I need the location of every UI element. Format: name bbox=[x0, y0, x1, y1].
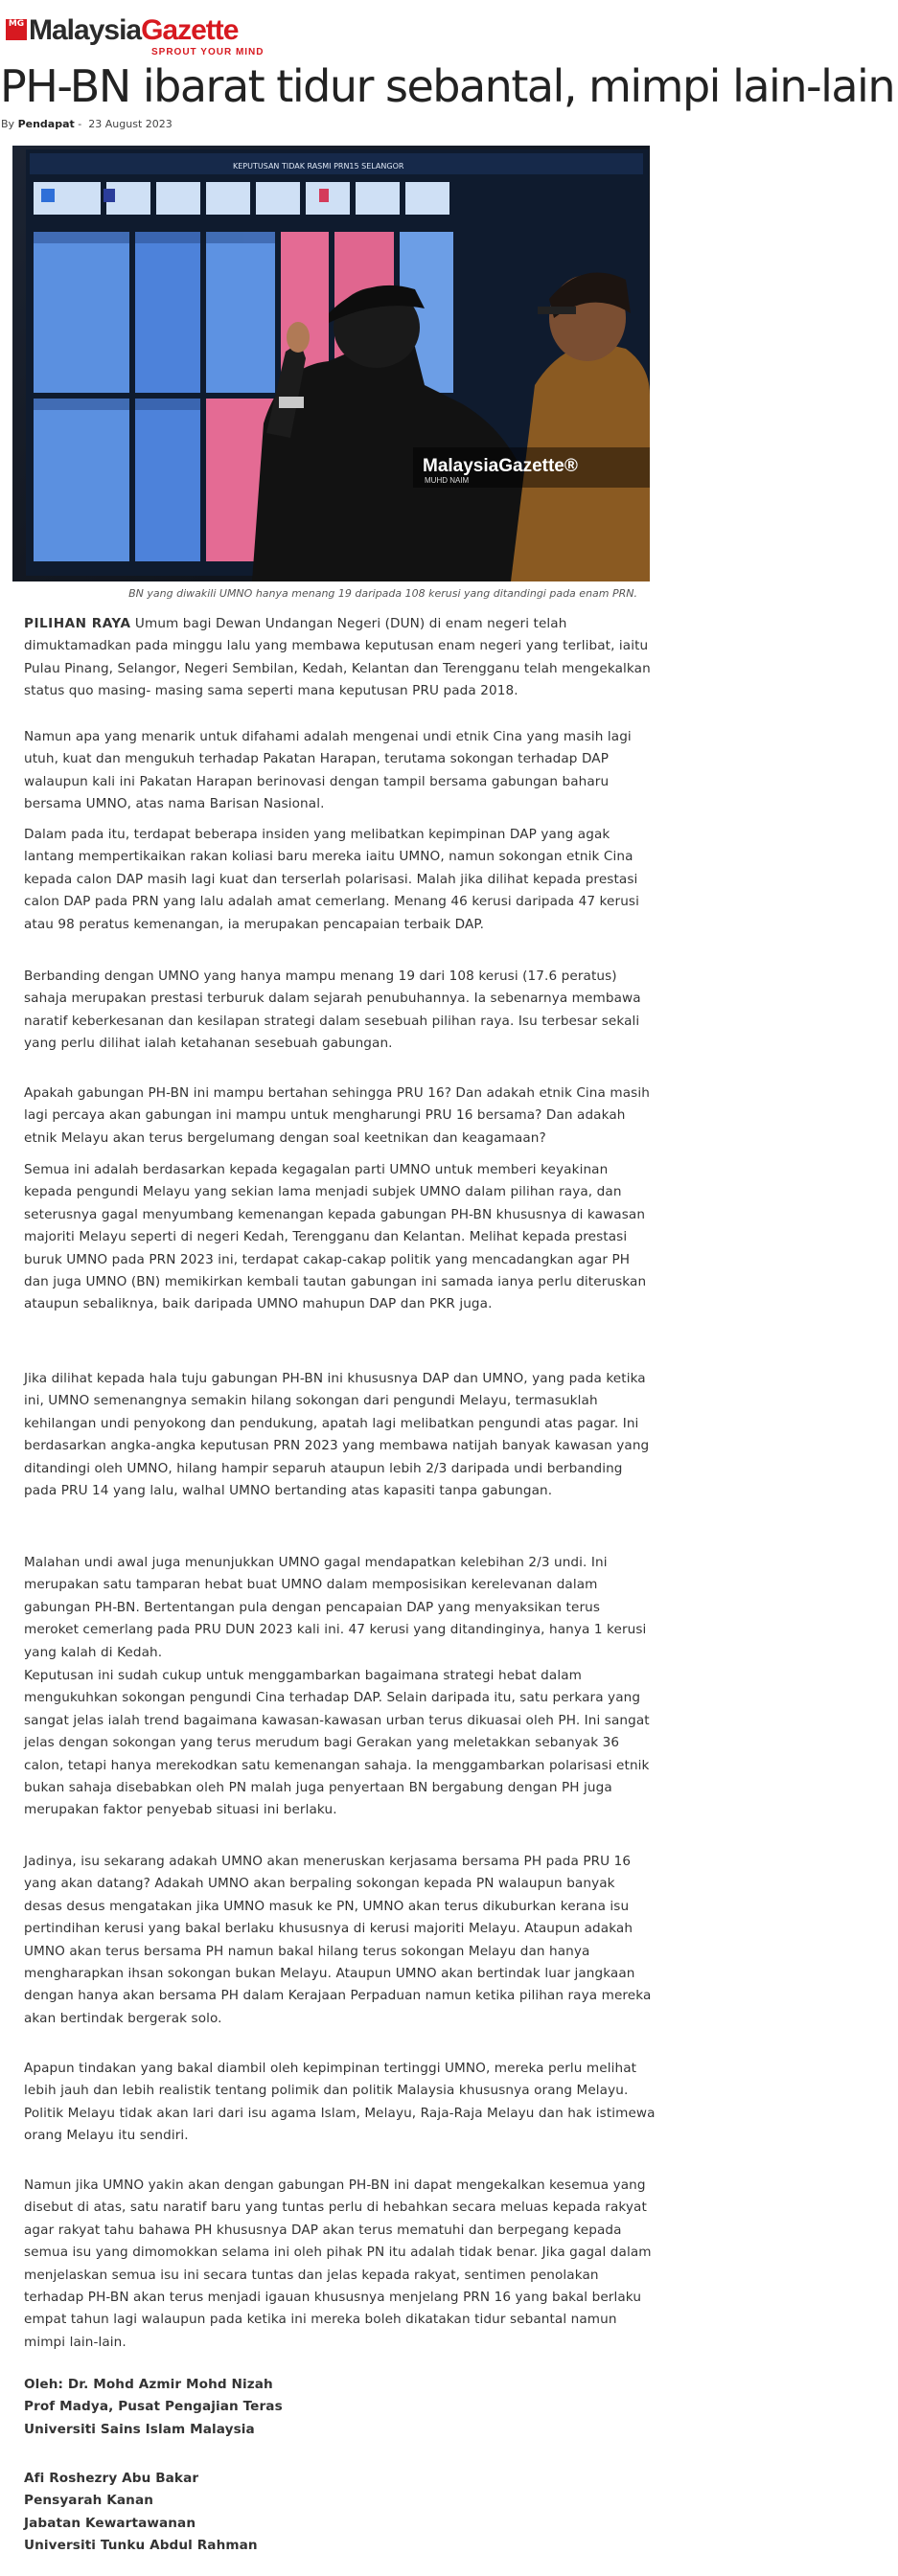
logo-wordmark: MalaysiaGazette bbox=[29, 14, 239, 46]
signature-2-line-2: Pensyarah Kanan bbox=[24, 2493, 154, 2509]
paragraph-3: Dalam pada itu, terdapat beberapa insiden yang melibatkan kepimpinan DAP yang agak lantang mempertikaikan rakan koliasi baru mereka iaitu UMNO, namun sokongan etnik Cina kepada calon DAP masih lagi kuat dan terserlah polarisasi. Malah jika dilihat kepada prestasi calon DAP pada PRN yang lalu adalah amat cemerlang. Menang 46 kerusi daripada 47 kerusi atau 98 peratus kemenangan, ia merupakan pencapaian terbaik DAP. bbox=[24, 827, 639, 932]
watermark-credit: MUHD NAIM bbox=[425, 476, 470, 485]
signature-1-line-1: Oleh: Dr. Mohd Azmir Mohd Nizah bbox=[24, 2377, 273, 2392]
publish-date: 23 August 2023 bbox=[88, 118, 173, 130]
paragraph-5: Apakah gabungan PH-BN ini mampu bertahan sehingga PRU 16? Dan adakah etnik Cina masih lagi percaya akan gabungan ini mampu untuk mengharungi PRU 16 bersama? Dan adakah etnik Melayu akan terus bergelumang dengan soal keetnikan dan keagamaan? bbox=[24, 1085, 650, 1146]
paragraph-2: Namun apa yang menarik untuk difahami adalah mengenai undi etnik Cina yang masih lagi utuh, kuat dan mengukuh terhadap Pakatan Harapan, terutama sokongan terhadap DAP walaupun kali ini Pakatan Harapan berinovasi dengan tampil bersama gabungan baharu bersama UMNO, atas nama Barisan Nasional. bbox=[24, 729, 632, 812]
signature-author-2 bbox=[24, 2468, 656, 2558]
site-logo[interactable] bbox=[6, 13, 293, 56]
logo-badge-icon: MG bbox=[6, 19, 27, 40]
image-caption: BN yang diwakili UMNO hanya menang 19 daripada 108 kerusi yang ditandingi pada enam PRN. bbox=[128, 587, 637, 600]
paragraph-7: Jika dilihat kepada hala tuju gabungan PH-BN ini khususnya DAP dan UMNO, yang pada ketika ini, UMNO semenangnya semakin hilang sokongan dari pengundi Melayu, termasuklah kehilangan undi penyokong dan pendukung, apatah lagi melibatkan pengundi atas pagar. Ini berdasarkan angka-angka keputusan PRN 2023 yang membawa natijah banyak kawasan yang ditandingi oleh UMNO, hilang hampir separuh ataupun lebih 2/3 daripada undi berbanding pada PRU 14 yang lalu, walhal UMNO bertanding atas kapasiti tanpa gabungan. bbox=[24, 1371, 650, 1499]
article-meta bbox=[1, 118, 173, 130]
paragraph-10: Jadinya, isu sekarang adakah UMNO akan meneruskan kerjasama bersama PH pada PRU 16 yang akan datang? Adakah UMNO akan berpaling sokongan kepada PN walaupun banyak desas desus mengatakan jika UMNO masuk ke PN, UMNO akan terus dikuburkan kerana isu pertindihan kerusi yang bakal berlaku khususnya di kerusi majoriti Melayu. Ataupun adakah UMNO akan terus bersama PH namun bakal hilang terus sokongan Melayu dan hanya mengharapkan ihsan sokongan bukan Melayu. Ataupun UMNO akan bertindak luar jangkaan dengan hanya akan bersama PH dalam Kerajaan Perpaduan namun ketika pilihan raya mereka akan bertindak bergerak solo. bbox=[24, 1854, 652, 2026]
article-title: PH-BN ibarat tidur sebantal, mimpi lain-lain bbox=[0, 60, 894, 112]
logo-tagline: SPROUT YOUR MIND bbox=[151, 47, 265, 57]
paragraph-4: Berbanding dengan UMNO yang hanya mampu menang 19 dari 108 kerusi (17.6 peratus) sahaja merupakan prestasi terburuk dalam sejarah penubuhannya. Ia sebenarnya membawa naratif keberkesanan dan kesilapan strategi dalam sesebuah pilihan raya. Isu terbesar sekali yang perlu dilihat ialah ketahanan sesebuah gabungan. bbox=[24, 969, 641, 1052]
paragraph-6: Semua ini adalah berdasarkan kepada kegagalan parti UMNO untuk memberi keyakinan kepada pengundi Melayu yang sekian lama menjadi subjek UMNO dalam pilihan raya, dan seterusnya gagal menyumbang kemenangan kepada gabungan PH-BN khususnya di kawasan majoriti Melayu seperti di negeri Kedah, Terengganu dan Kelantan. Melihat kepada prestasi buruk UMNO pada PRN 2023 ini, terdapat cakap-cakap politik yang mencadangkan agar PH dan juga UMNO (BN) memikirkan kembali tautan gabungan ini samada ianya perlu diteruskan ataupun sebaliknya, baik daripada UMNO mahupun DAP dan PKR juga. bbox=[24, 1162, 647, 1312]
author-link[interactable]: Pendapat bbox=[17, 118, 75, 130]
board-title: KEPUTUSAN TIDAK RASMI PRN15 SELANGOR bbox=[233, 162, 404, 171]
paragraph-1-text: Umum bagi Dewan Undangan Negeri (DUN) di enam negeri telah dimuktamadkan pada minggu lalu yang membawa keputusan enam negeri yang terlibat, iaitu Pulau Pinang, Selangor, Negeri Sembilan, Kedah, Kelantan dan Terengganu telah mengekalkan status quo masing- masing sama seperti mana keputusan PRU pada 2018. bbox=[24, 616, 651, 699]
signature-author-1 bbox=[24, 2374, 656, 2441]
paragraph-11: Apapun tindakan yang bakal diambil oleh kepimpinan tertinggi UMNO, mereka perlu melihat lebih jauh dan lebih realistik tentang polimik dan politik Malaysia khususnya orang Melayu. Politik Melayu tidak akan lari dari isu agama Islam, Melayu, Raja-Raja Melayu dan hak istimewa orang Melayu itu sendiri. bbox=[24, 2061, 656, 2144]
paragraph-8: Malahan undi awal juga menunjukkan UMNO gagal mendapatkan kelebihan 2/3 undi. Ini merupakan satu tamparan hebat buat UMNO dalam memposisikan kerelevanan dalam gabungan PH-BN. Bertentangan pula dengan pencapaian DAP yang menyaksikan terus meroket cemerlang pada PRU DUN 2023 kali ini. 47 kerusi yang ditandinginya, hanya 1 kerusi yang kalah di Kedah. bbox=[24, 1555, 647, 1660]
signature-1-line-3: Universiti Sains Islam Malaysia bbox=[24, 2421, 255, 2437]
kicker: PILIHAN RAYA bbox=[24, 616, 131, 631]
paragraph-1 bbox=[24, 613, 656, 703]
featured-image[interactable] bbox=[12, 146, 650, 581]
featured-image-illustration bbox=[12, 146, 650, 581]
watermark-brand: MalaysiaGazette® bbox=[423, 456, 578, 476]
signature-2-line-1: Afi Roshezry Abu Bakar bbox=[24, 2471, 199, 2486]
signature-1-line-2: Prof Madya, Pusat Pengajian Teras bbox=[24, 2399, 283, 2415]
signature-2-line-3: Jabatan Kewartawanan bbox=[24, 2515, 196, 2531]
paragraph-12: Namun jika UMNO yakin akan dengan gabungan PH-BN ini dapat mengekalkan kesemua yang disebut di atas, satu naratif baru yang tuntas perlu di hebahkan secara meluas kepada rakyat agar rakyat tahu bahawa PH khususnya DAP akan terus mematuhi dan berpegang kepada semua isu yang dimomokkan selama ini oleh pihak PN itu adalah tidak benar. Jika gagal dalam menjelaskan semua isu ini secara tuntas dan jelas kepada rakyat, sentimen penolakan terhadap PH-BN akan terus menjadi igauan khususnya menjelang PRN 16 yang bakal berlaku empat tahun lagi walaupun pada ketika ini mereka boleh dikatakan tidur sebantal namun mimpi lain-lain. bbox=[24, 2177, 652, 2350]
paragraph-9: Keputusan ini sudah cukup untuk menggambarkan bagaimana strategi hebat dalam mengukuhkan sokongan pengundi Cina terhadap DAP. Selain daripada itu, satu perkara yang sangat jelas ialah trend bagaimana kawasan-kawasan urban terus dikuasai oleh PH. Ini sangat jelas dengan sokongan yang terus merudum bagi Gerakan yang meletakkan sebanyak 36 calon, tetapi hanya merekodkan satu kemenangan sahaja. Ia menggambarkan polarisasi etnik bukan sahaja disebabkan oleh PN malah juga penyertaan BN bergabung dengan PH juga merupakan faktor penyebab situasi ini berlaku. bbox=[24, 1668, 650, 1818]
signature-2-line-4: Universiti Tunku Abdul Rahman bbox=[24, 2538, 258, 2554]
by-prefix: By bbox=[1, 118, 15, 130]
meta-separator: - bbox=[78, 118, 82, 130]
